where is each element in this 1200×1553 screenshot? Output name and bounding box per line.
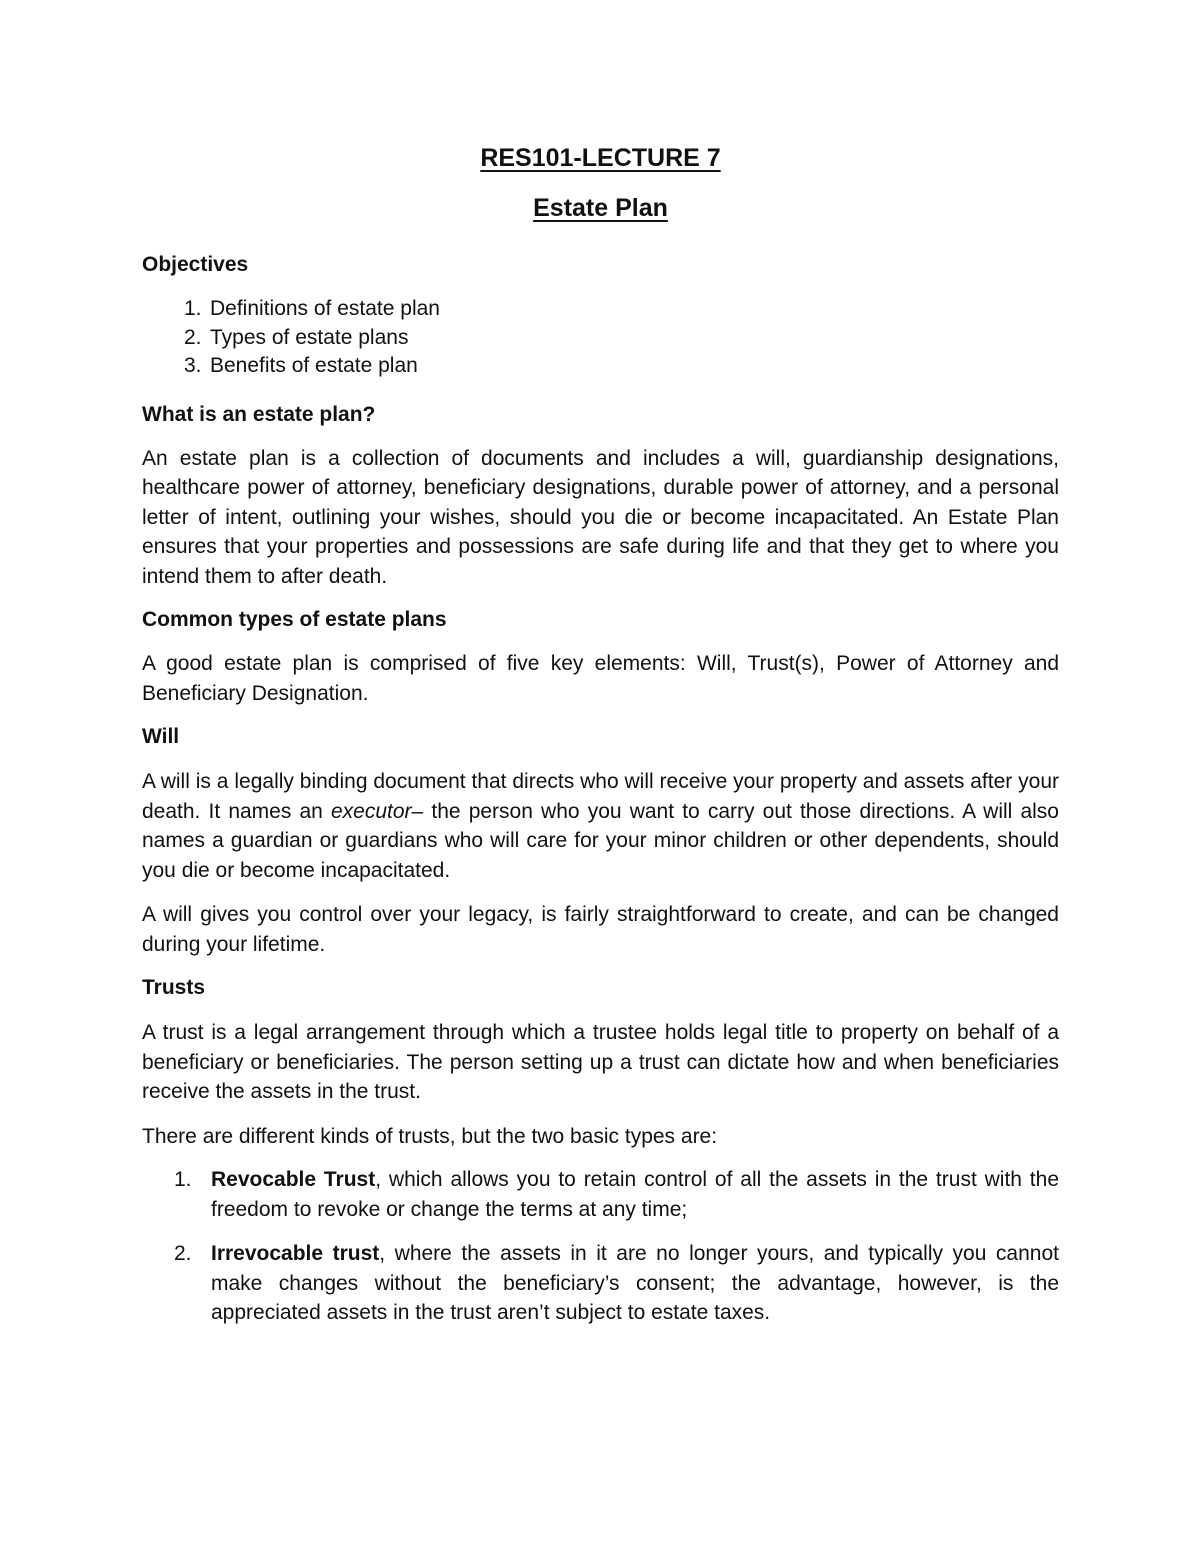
list-number: 2. <box>184 325 202 349</box>
trusts-paragraph-1: A trust is a legal arrangement through which a trustee holds legal title to property on behalf of a beneficiary or beneficiaries. The person setting up a trust can dictate how and when beneficiaries receive the assets in the trust. <box>142 1021 1059 1103</box>
list-item <box>142 352 1059 381</box>
trust-description: , which allows you to retain control of all the assets in the trust with the freedom to revoke or change the terms at any time; <box>211 1168 1059 1221</box>
trust-types-list <box>142 1165 1059 1328</box>
list-item <box>142 1165 1059 1224</box>
list-text: Types of estate plans <box>210 325 409 349</box>
list-number: 3. <box>184 354 202 377</box>
objectives-list <box>142 295 1059 381</box>
will-text-end: – the person who you want to carry out those directions. A will also names a guardian or guardians who will care for your minor children or other dependents, should you die or become incapacitated. <box>142 799 1059 882</box>
trusts-paragraph-2: There are different kinds of trusts, but the two basic types are: <box>142 1124 718 1148</box>
common-types-heading: Common types of estate plans <box>142 608 447 631</box>
list-item <box>142 295 1059 324</box>
list-number: 1. <box>174 1168 192 1191</box>
subject-title: Estate Plan <box>533 194 668 222</box>
list-text: Definitions of estate plan <box>210 297 440 320</box>
will-text-start: A will is a legally binding document that directs who will receive your property and assets after your death. It names an <box>142 770 1059 823</box>
objectives-heading: Objectives <box>142 253 249 276</box>
list-number: 2. <box>174 1242 192 1265</box>
trust-description: , where the assets in it are no longer yours, and typically you cannot make changes without the beneficiary’s consent; the advantage, however, is the appreciated assets in the trust aren’t subject to estate taxes. <box>211 1242 1059 1324</box>
executor-term: executor <box>331 799 412 823</box>
list-item <box>142 1239 1059 1328</box>
will-paragraph-2: A will gives you control over your legacy, is fairly straightforward to create, and can be changed during your lifetime. <box>142 903 1059 956</box>
list-item <box>142 324 1059 353</box>
lecture-title: RES101-LECTURE 7 <box>480 144 721 172</box>
list-number: 1. <box>184 297 202 320</box>
common-types-paragraph: A good estate plan is comprised of five key elements: Will, Trust(s), Power of Attorney and Beneficiary Designation. <box>142 652 1059 705</box>
trust-term: Revocable Trust <box>211 1168 376 1191</box>
what-is-paragraph: An estate plan is a collection of documents and includes a will, guardianship designations, healthcare power of attorney, beneficiary designations, durable power of attorney, and a personal letter of intent, outlining your wishes, should you die or become incapacitated. An Estate Plan ensures that your properties and possessions are safe during life and that they get to where you intend them to after death. <box>142 446 1059 588</box>
trusts-heading: Trusts <box>142 976 206 999</box>
will-heading: Will <box>142 725 180 748</box>
what-is-heading: What is an estate plan? <box>142 402 376 426</box>
list-text: Benefits of estate plan <box>210 354 418 377</box>
will-paragraph-1 <box>142 767 1059 885</box>
document-page <box>142 140 1059 1328</box>
trust-term: Irrevocable trust <box>211 1242 380 1265</box>
